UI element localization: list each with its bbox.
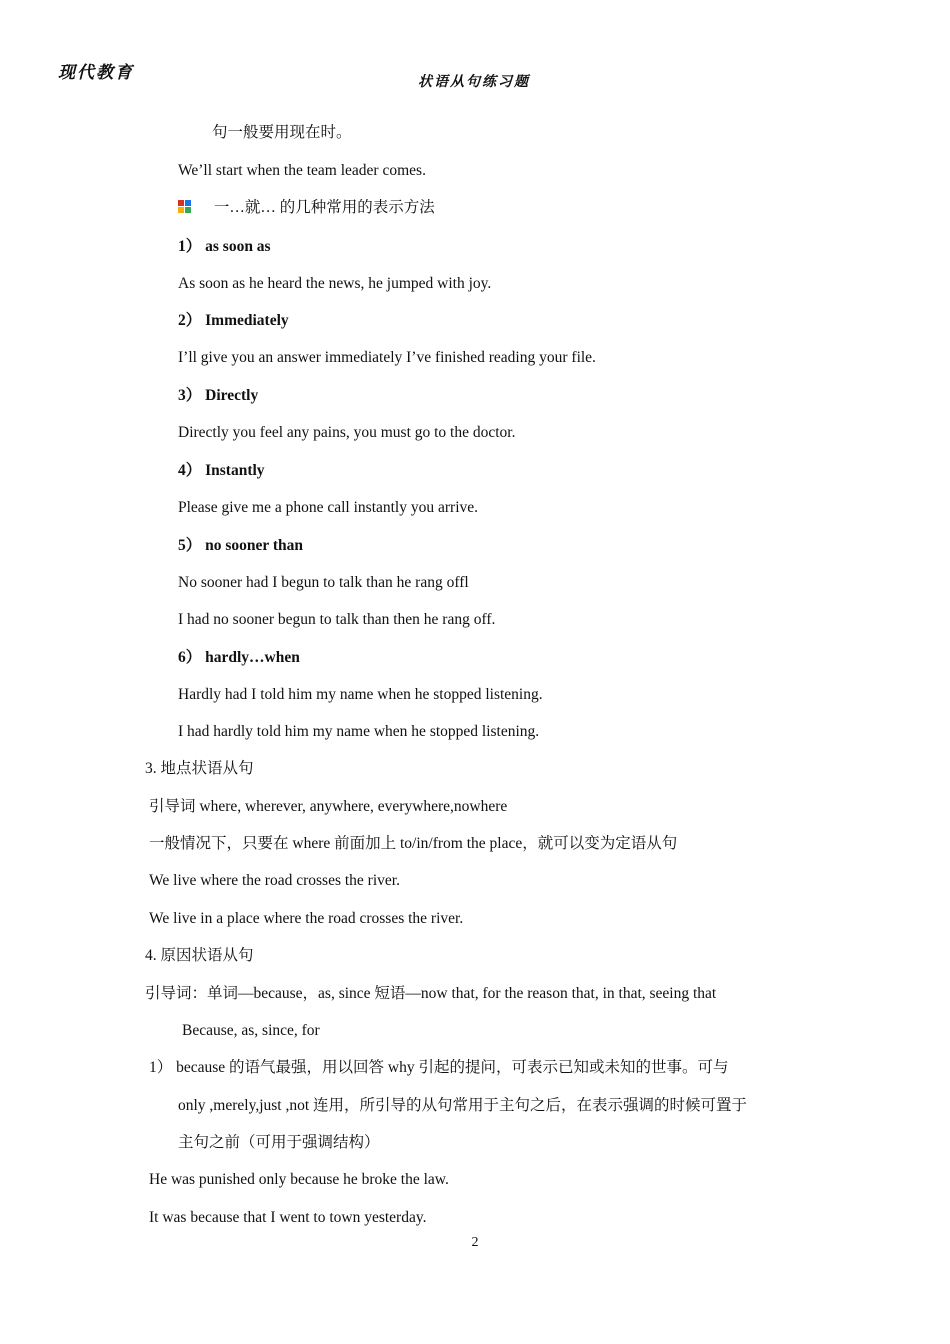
text-line: We live where the road crosses the river. (149, 872, 400, 889)
text-line: Hardly had I told him my name when he stopped listening. (178, 686, 543, 703)
text-line: Please give me a phone call instantly you arrive. (178, 499, 479, 516)
list-heading: 2） Immediately (178, 312, 289, 329)
text-line: As soon as he heard the news, he jumped with joy. (178, 275, 492, 292)
text-line: No sooner had I begun to talk than he rang offl (178, 574, 469, 591)
text-line: 引导词 where, wherever, anywhere, everywhere,nowhere (149, 798, 508, 815)
text-line: 主句之前（可用于强调结构） (178, 1134, 380, 1151)
bullet-heading-text: 一…就… 的几种常用的表示方法 (213, 199, 435, 216)
text-line: Directly you feel any pains, you must go to the doctor. (178, 424, 516, 441)
text-line: 一般情况下，只要在 where 前面加上 to/in/from the place，就可以变为定语从句 (149, 835, 678, 852)
section-heading: 4. 原因状语从句 (145, 947, 254, 964)
text-line: I had hardly told him my name when he stopped listening. (178, 723, 540, 740)
publisher-logo-text: 现代教育 (58, 63, 134, 82)
list-heading: 5） no sooner than (178, 537, 304, 554)
document-title: 状语从句练习题 (418, 75, 530, 90)
text-line: 1） because 的语气最强，用以回答 why 引起的提问，可表示已知或未知的世事。可与 (149, 1059, 729, 1076)
list-heading: 6） hardly…when (178, 649, 300, 666)
text-line: 引导词：单词—because，as, since 短语—now that, for the reason that, in that, seeing that (145, 985, 717, 1002)
text-line: only ,merely,just ,not 连用，所引导的从句常用于主句之后，在表示强调的时候可置于 (178, 1097, 748, 1114)
list-heading: 3） Directly (178, 387, 259, 404)
list-heading: 4） Instantly (178, 462, 265, 479)
windows-flag-icon (178, 200, 192, 214)
text-line: I had no sooner begun to talk than then he rang off. (178, 611, 496, 628)
text-line: 句一般要用现在时。 (212, 124, 352, 141)
section-heading: 3. 地点状语从句 (145, 760, 254, 777)
text-line: He was punished only because he broke the law. (149, 1171, 449, 1188)
page-number: 2 (471, 1235, 479, 1250)
text-line: It was because that I went to town yesterday. (149, 1209, 427, 1226)
text-line: I’ll give you an answer immediately I’ve finished reading your file. (178, 349, 596, 366)
text-line: We’ll start when the team leader comes. (178, 162, 426, 179)
text-line: We live in a place where the road crosses the river. (149, 910, 464, 927)
text-line: Because, as, since, for (182, 1022, 320, 1039)
list-heading: 1） as soon as (178, 238, 271, 255)
bullet-heading (178, 198, 435, 218)
